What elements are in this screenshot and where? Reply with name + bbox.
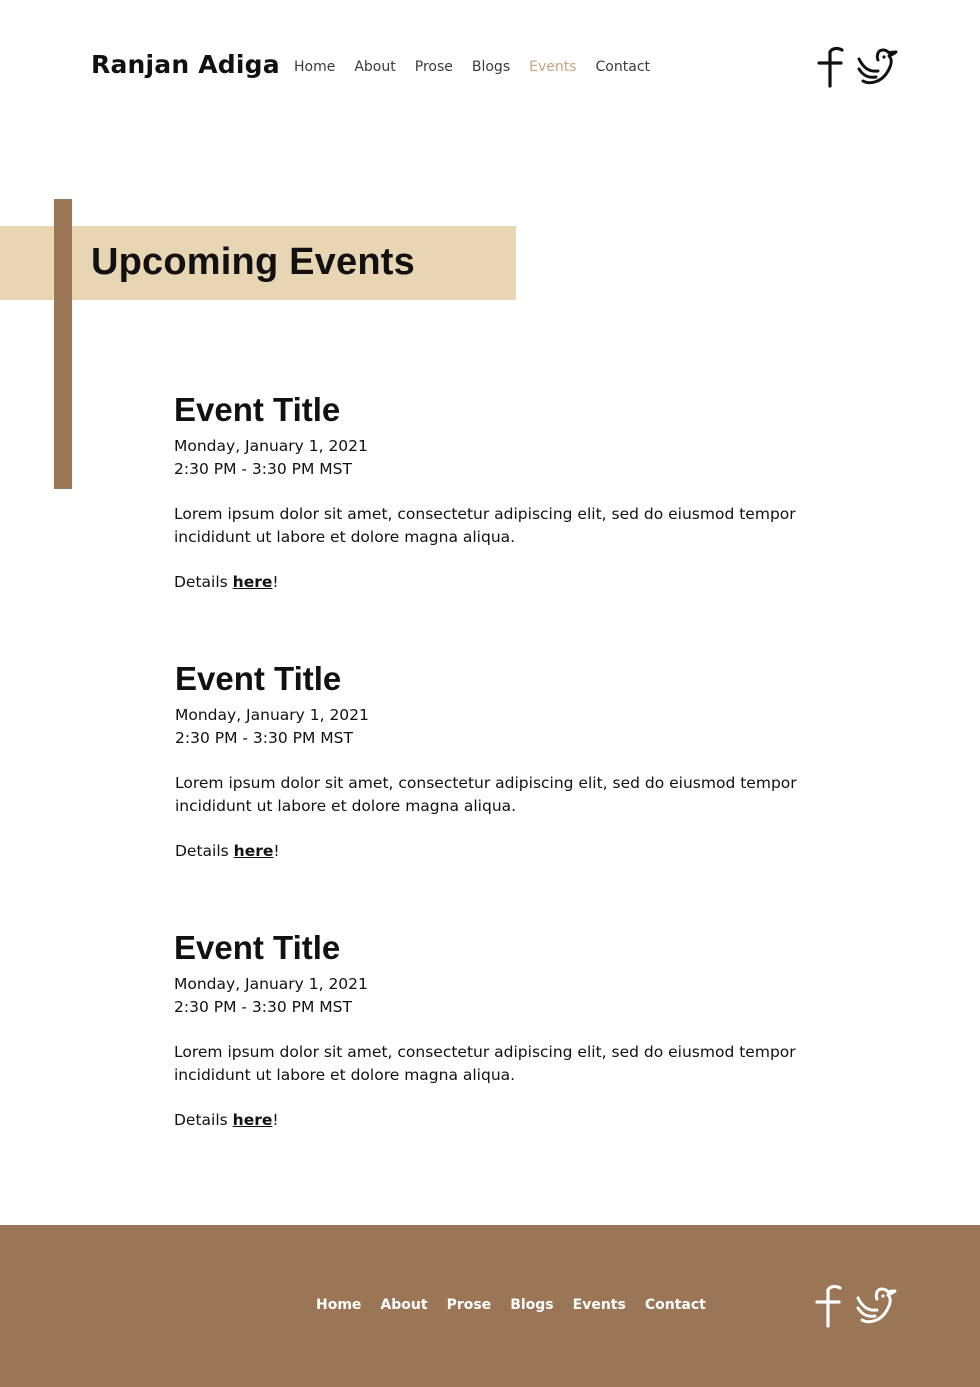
footer-events-link[interactable]: Events — [572, 1297, 626, 1313]
header-social-links — [816, 46, 898, 88]
twitter-icon[interactable] — [854, 1286, 898, 1326]
event-details-link[interactable]: here — [233, 842, 274, 860]
facebook-icon[interactable] — [816, 46, 844, 88]
page-heading: Upcoming Events — [91, 241, 415, 283]
details-prefix: Details — [174, 573, 233, 591]
event-details-link[interactable]: here — [232, 1111, 273, 1129]
event-details-link[interactable]: here — [232, 573, 273, 591]
nav-contact-link[interactable]: Contact — [595, 59, 650, 75]
event-details — [174, 1109, 814, 1132]
event-date-text: Monday, January 1, 2021 — [174, 975, 368, 993]
footer-prose-link[interactable]: Prose — [446, 1297, 492, 1313]
site-title[interactable]: Ranjan Adiga — [91, 50, 280, 79]
banner-accent-bar — [54, 199, 72, 489]
event-description: Lorem ipsum dolor sit amet, consectetur adipiscing elit, sed do eiusmod tempor incididunt ut labore et dolore magna aliqua. — [174, 505, 796, 546]
footer-nav — [316, 1297, 706, 1313]
event-time-text: 2:30 PM - 3:30 PM MST — [175, 728, 353, 747]
top-nav — [294, 59, 650, 75]
event-date-text: Monday, January 1, 2021 — [174, 437, 368, 455]
event-description: Lorem ipsum dolor sit amet, consectetur adipiscing elit, sed do eiusmod tempor incididunt ut labore et dolore magna aliqua. — [174, 1043, 796, 1084]
event-details — [174, 571, 814, 594]
details-suffix: ! — [272, 1111, 279, 1129]
event-item — [174, 391, 814, 594]
nav-home-link[interactable]: Home — [294, 59, 336, 75]
footer-contact-link[interactable]: Contact — [644, 1297, 706, 1313]
event-item — [175, 660, 815, 863]
event-date-text: Monday, January 1, 2021 — [175, 706, 369, 724]
details-prefix: Details — [175, 842, 234, 860]
event-time-text: 2:30 PM - 3:30 PM MST — [174, 997, 352, 1016]
footer-about-link[interactable]: About — [380, 1297, 428, 1313]
event-title: Event Title — [174, 391, 341, 428]
footer-social-links — [814, 1284, 898, 1328]
event-date — [174, 435, 814, 480]
event-title: Event Title — [175, 660, 342, 697]
event-details — [175, 840, 815, 863]
twitter-icon[interactable] — [856, 47, 898, 87]
event-description: Lorem ipsum dolor sit amet, consectetur adipiscing elit, sed do eiusmod tempor incididunt ut labore et dolore magna aliqua. — [175, 774, 797, 815]
event-date — [175, 704, 815, 749]
nav-about-link[interactable]: About — [354, 59, 396, 75]
details-prefix: Details — [174, 1111, 233, 1129]
event-time-text: 2:30 PM - 3:30 PM MST — [174, 459, 352, 478]
details-suffix: ! — [273, 842, 280, 860]
nav-events-link[interactable]: Events — [529, 59, 577, 75]
footer-blogs-link[interactable]: Blogs — [510, 1297, 554, 1313]
facebook-icon[interactable] — [814, 1284, 842, 1328]
details-suffix: ! — [272, 573, 279, 591]
nav-prose-link[interactable]: Prose — [414, 59, 453, 75]
nav-blogs-link[interactable]: Blogs — [471, 59, 511, 75]
footer-home-link[interactable]: Home — [316, 1297, 362, 1313]
event-title: Event Title — [174, 929, 341, 966]
event-date — [174, 973, 814, 1018]
event-item — [174, 929, 814, 1132]
